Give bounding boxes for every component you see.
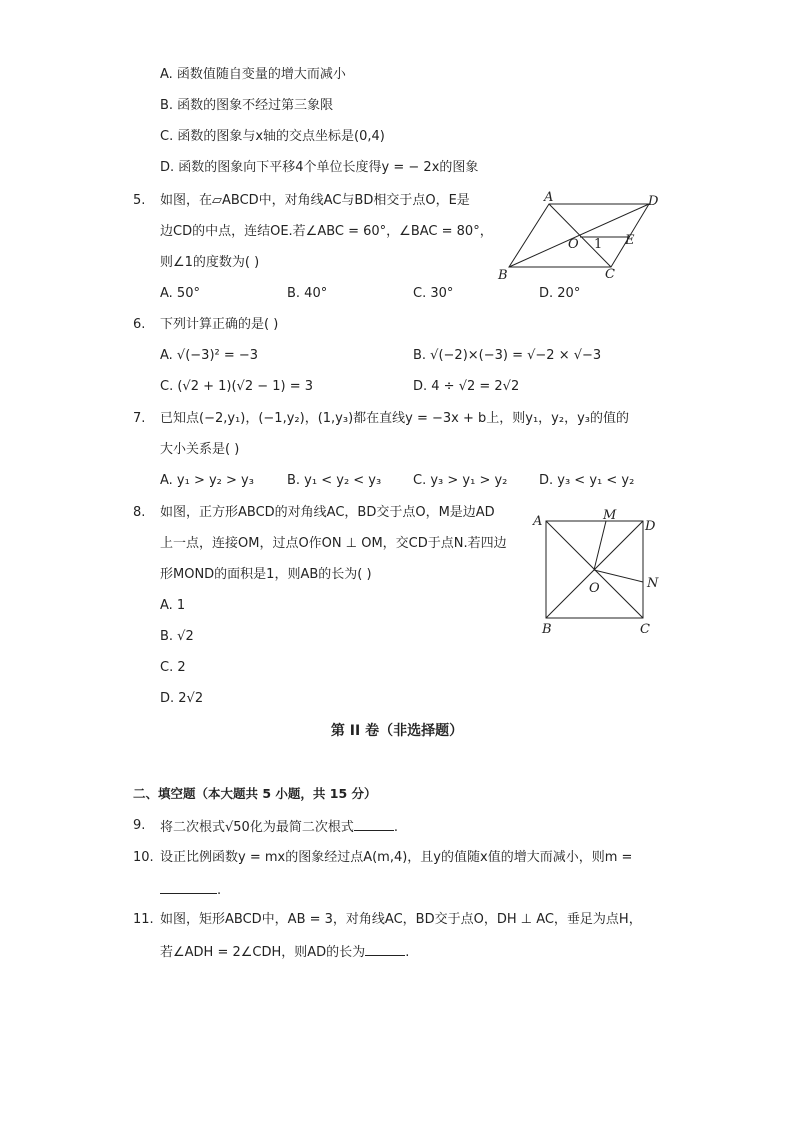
q6-option-a: A. √(−3)² = −3 [160,348,259,363]
label-a: A [544,190,554,205]
q7-stem-line1: 已知点(−2,y₁)，(−1,y₂)，(1,y₃)都在直线y = −3x + b上，则y₁，y₂，y₃的值的 [160,411,629,426]
q11-stem-line1: 如图，矩形ABCD中，AB = 3，对角线AC，BD交于点O，DH ⊥ AC，垂足为点H， [160,912,642,927]
q7-option-b: B. y₁ < y₂ < y₃ [287,473,382,488]
q11-number: 11. [133,912,154,927]
q7-stem-line2: 大小关系是( ) [160,442,240,457]
label-c: C [605,267,615,282]
q11-text: 若∠ADH = 2∠CDH，则AD的长为 [160,945,366,960]
label-c: C [640,622,650,637]
q5-stem-line3: 则∠1的度数为( ) [160,255,260,270]
q7-number: 7. [133,411,146,426]
label-b: B [498,268,508,283]
q8-option-c: C. 2 [160,660,186,675]
q5-option-c: C. 30° [413,286,454,301]
q8-number: 8. [133,505,146,520]
q8-option-d: D. 2√2 [160,691,204,706]
q5-option-d: D. 20° [539,286,581,301]
label-b: B [542,622,552,637]
part2-title: 第 II 卷（非选择题） [330,723,464,739]
q10-answer-blank[interactable] [160,880,217,894]
q6-number: 6. [133,317,146,332]
q4-option-b: B. 函数的图象不经过第三象限 [160,98,334,113]
q8-option-a: A. 1 [160,598,186,613]
q10-number: 10. [133,850,154,865]
q8-stem-line2: 上一点，连接OM，过点O作ON ⊥ OM，交CD于点N.若四边 [160,536,507,551]
label-n: N [647,576,659,591]
q10-period: . [217,883,222,898]
q7-option-c: C. y₃ > y₁ > y₂ [413,473,508,488]
q6-option-d: D. 4 ÷ √2 = 2√2 [413,379,520,394]
q7-option-d: D. y₃ < y₁ < y₂ [539,473,635,488]
q10-stem-line2 [160,880,221,900]
q4-option-d: D. 函数的图象向下平移4个单位长度得y = − 2x的图象 [160,160,479,175]
q5-number: 5. [133,193,146,208]
label-m: M [603,508,617,523]
label-o: O [568,237,579,252]
q9-text: 将二次根式√50化为最简二次根式 [160,820,354,835]
q11-period: . [405,945,410,960]
q11-answer-blank[interactable] [365,942,405,956]
label-o: O [589,581,600,596]
q6-stem: 下列计算正确的是( ) [160,317,279,332]
label-d: D [648,194,659,209]
segment-om [594,521,606,570]
q9-period: . [393,820,398,835]
label-a: A [533,514,543,529]
q8-square-figure [528,502,664,638]
q10-stem-line1: 设正比例函数y = mx的图象经过点A(m,4)，且y的值随x值的增大而减小，则m = [160,850,633,865]
q11-stem-line2 [160,942,409,962]
q5-parallelogram-figure [494,188,664,284]
q5-option-b: B. 40° [287,286,328,301]
q6-option-c: C. (√2 + 1)(√2 − 1) = 3 [160,379,314,394]
q9-number: 9. [133,818,146,833]
q4-option-a: A. 函数值随自变量的增大而减小 [160,67,346,82]
section2-heading: 二、填空题（本大题共 5 小题，共 15 分） [133,786,377,801]
q4-option-c: C. 函数的图象与x轴的交点坐标是(0,4) [160,129,385,144]
label-d: D [645,519,656,534]
q9-answer-blank[interactable] [354,817,394,831]
q6-option-b: B. √(−2)×(−3) = √−2 × √−3 [413,348,602,363]
q5-stem-line1: 如图，在▱ABCD中，对角线AC与BD相交于点O，E是 [160,193,470,208]
q8-option-b: B. √2 [160,629,194,644]
label-e: E [625,233,635,248]
q5-stem-line2: 边CD的中点，连结OE.若∠ABC = 60°，∠BAC = 80°， [160,224,493,239]
q8-stem-line1: 如图，正方形ABCD的对角线AC，BD交于点O，M是边AD [160,505,495,520]
q7-option-a: A. y₁ > y₂ > y₃ [160,473,254,488]
q5-option-a: A. 50° [160,286,200,301]
q9-stem [160,817,398,837]
label-angle-1: 1 [594,237,603,252]
q8-stem-line3: 形MOND的面积是1，则AB的长为( ) [160,567,372,582]
